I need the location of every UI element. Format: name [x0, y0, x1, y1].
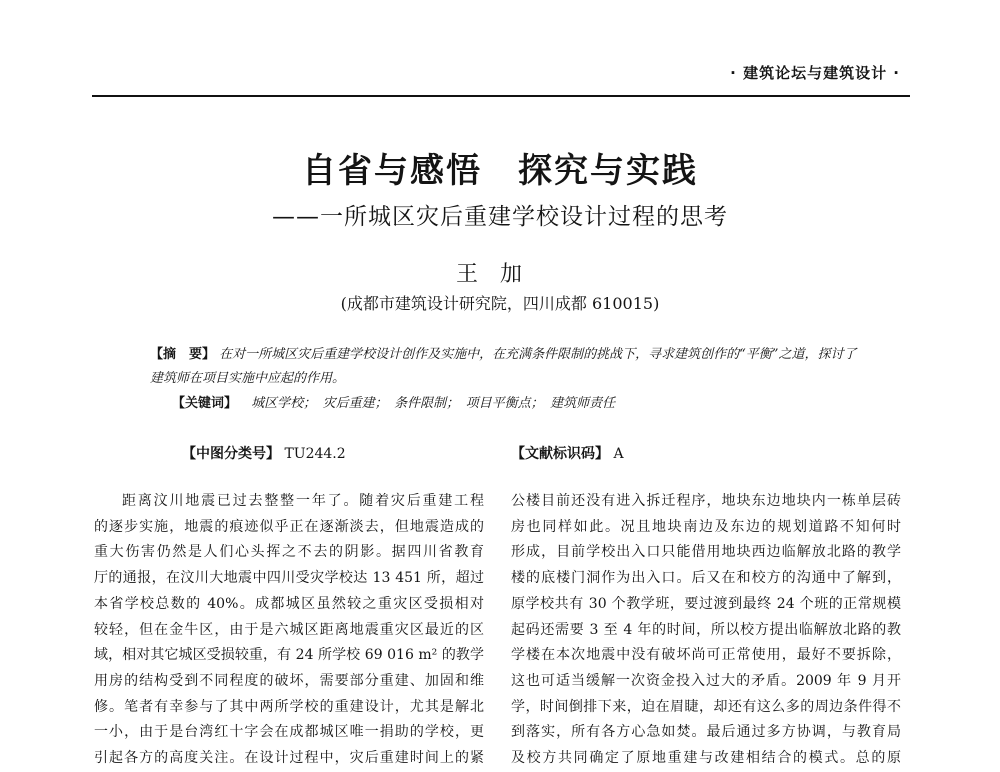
body-text-line: 距离汶川地震已过去整整一年了。随着灾后重建工程 — [122, 493, 484, 509]
classification-label: 【中图分类号】 — [182, 446, 280, 462]
header-rule — [92, 95, 910, 97]
author-affiliation: (成都市建筑设计研究院，四川成都 610015) — [340, 294, 660, 313]
keywords-label: 【关键词】 — [172, 396, 238, 411]
body-text-line: 公楼目前还没有进入拆迁程序，地块东边地块内一栋单层砖 — [511, 493, 901, 509]
abstract-text: 在对一所城区灾后重建学校设计创作及实施中，在充满条件限制的挑战下，寻求建筑创作的“平衡”之道，探讨了建筑师在项目实施中应起的作用。 — [150, 347, 857, 386]
running-header: · 建筑论坛与建筑设计 · — [730, 64, 900, 82]
body-text-line: 较轻，但在金牛区，由于是六城区距离地震重灾区最近的区 — [94, 621, 484, 638]
body-text-line: 楼的底楼门洞作为出入口。后又在和校方的沟通中了解到， — [511, 570, 901, 587]
body-text-line: 用房的结构受到不同程度的破坏，需要部分重建、加固和维 — [94, 672, 484, 689]
body-text-line: 学，时间倒排下来，迫在眉睫，却还有这么多的周边条件得不 — [511, 698, 901, 715]
body-text-line: 形成，目前学校出入口只能借用地块西边临解放北路的教学 — [511, 544, 901, 561]
author-name: 王加 — [455, 262, 544, 287]
body-text-line: 的逐步实施，地震的痕迹似乎正在逐渐淡去，但地震造成的 — [94, 518, 484, 535]
body-text-line: 到落实，所有各方心急如焚。最后通过多方协调，与教育局 — [511, 724, 901, 741]
body-text-line: 学楼在本次地震中没有破坏尚可正常使用，最好不要拆除， — [511, 647, 901, 664]
body-text-line: 重大伤害仍然是人们心头挥之不去的阴影。据四川省教育 — [94, 544, 484, 561]
body-text-line: 本省学校总数的 40%。成都城区虽然较之重灾区受损相对 — [94, 595, 484, 612]
body-text-line: 厅的通报，在汶川大地震中四川受灾学校达 13 451 所，超过 — [94, 570, 484, 587]
body-text-line: 原学校共有 30 个教学班，要过渡到最终 24 个班的正常规模 — [511, 595, 901, 612]
article-title: 自省与感悟 探究与实践 — [302, 151, 698, 191]
classification-value: TU244.2 — [284, 446, 346, 462]
body-column-right — [511, 489, 901, 772]
body-text-line: 修。笔者有幸参与了其中两所学校的重建设计，尤其是解北 — [94, 698, 484, 715]
keywords-text: 城区学校； 灾后重建； 条件限制； 项目平衡点； 建筑师责任 — [251, 396, 616, 411]
classification-number — [182, 443, 346, 463]
abstract — [150, 343, 860, 391]
body-text-line: 及校方共同确定了原地重建与改建相结合的模式。总的原 — [511, 750, 901, 767]
body-text-line: 引起各方的高度关注。在设计过程中，灾后重建时间上的紧 — [94, 750, 484, 767]
abstract-label: 【摘 要】 — [150, 347, 216, 362]
body-text-line: 房也同样如此。况且地块南边及东边的规划道路不知何时 — [511, 518, 901, 535]
body-text-line: 一小，由于是台湾红十字会在成都城区唯一捐助的学校，更 — [94, 724, 484, 741]
keywords — [172, 392, 615, 411]
document-code-value: A — [613, 446, 624, 462]
document-code — [511, 443, 624, 463]
body-text-line: 起码还需要 3 至 4 年的时间，所以校方提出临解放北路的教 — [511, 621, 901, 638]
document-code-label: 【文献标识码】 — [511, 446, 609, 462]
body-column-left — [94, 489, 484, 772]
body-text-line: 这也可适当缓解一次资金投入过大的矛盾。2009 年 9 月开 — [511, 672, 901, 689]
body-text-line: 域，相对其它城区受损较重，有 24 所学校 69 016 m² 的教学 — [94, 647, 484, 664]
article-subtitle: ——一所城区灾后重建学校设计过程的思考 — [272, 204, 728, 230]
